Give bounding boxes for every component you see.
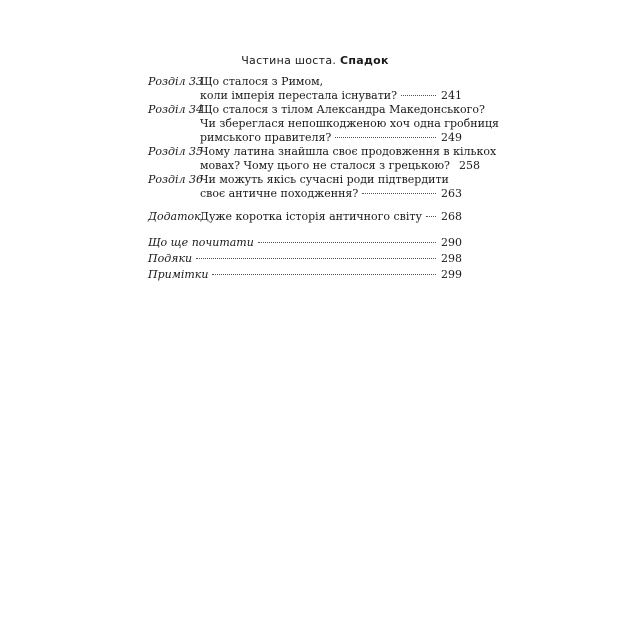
part-title: Спадок [340,54,389,67]
chapter-title-line: Що сталося з Римом, [200,75,324,88]
dot-leader [212,274,436,275]
back-matter-label: Подяки [148,252,193,265]
dot-leader [401,95,436,96]
dot-leader [196,258,436,259]
page-number: 249 [441,131,462,144]
chapter-label: Розділ 34 [148,103,204,116]
dot-leader [426,216,436,217]
chapter-title-line: римського правителя? 249 [200,131,462,144]
chapter-title-line: Чи можуть якісь сучасні роди підтвердити [200,173,449,186]
dot-leader [335,137,436,138]
chapter-title-line: Чому латина знайшла своє продовження в кількох [200,145,497,158]
chapter-label: Розділ 36 [148,173,204,186]
chapter-title-line: Що сталося з тілом Александра Македонського? [200,103,485,116]
page-number: 298 [441,252,462,265]
chapter-title-line: своє античне походження? 263 [200,187,462,200]
chapter-title-line: мовах? Чому цього не сталося з грецькою? 258 [200,159,480,172]
back-matter-label: Що ще почитати [148,236,254,249]
part-prefix: Частина шоста. [241,54,337,67]
page-number: 299 [441,268,462,281]
chapter-label: Розділ 35 [148,145,204,158]
page-number: 258 [458,159,480,172]
page-number: 290 [441,236,462,249]
dot-leader [362,193,436,194]
back-matter-label: Примітки [148,268,209,281]
appendix-title-line: Дуже коротка історія античного світу 268 [200,210,462,223]
appendix-label: Додаток [148,210,201,223]
chapter-title-line: Чи збереглася непошкодженою хоч одна гробниця [200,117,499,130]
page-number: 263 [441,187,462,200]
chapter-label: Розділ 33 [148,75,204,88]
page-number: 241 [441,89,462,102]
dot-leader [258,242,436,243]
chapter-title-line: коли імперія перестала існувати? 241 [200,89,462,102]
page-number: 268 [441,210,462,223]
